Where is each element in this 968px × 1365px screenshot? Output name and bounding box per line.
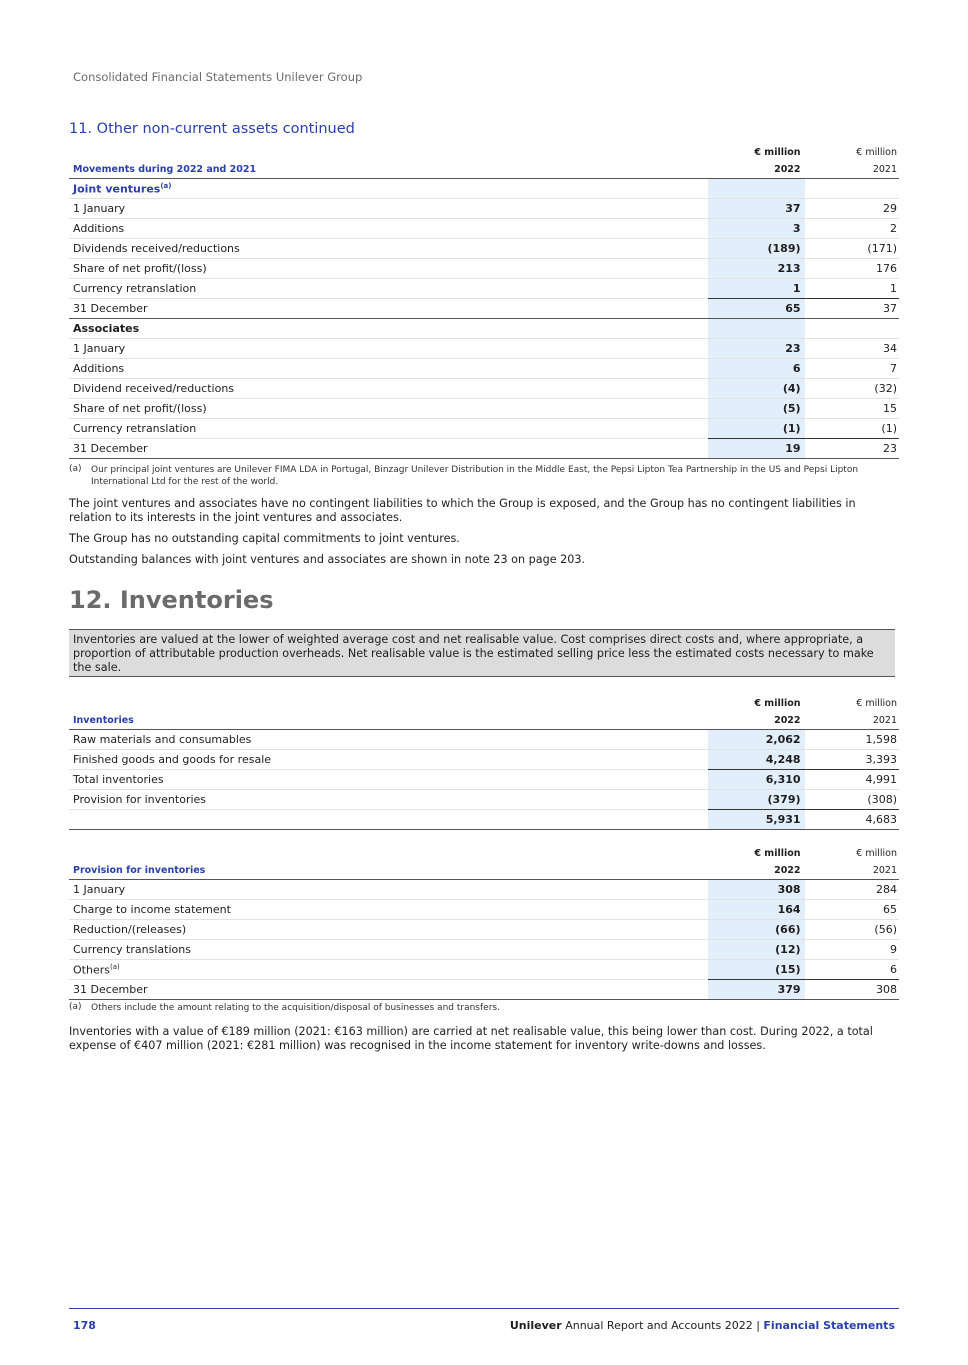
row-label: Provision for inventories: [69, 790, 708, 810]
value-2022: (15): [708, 960, 804, 980]
row-label: Others$^{(a)}$: [69, 960, 708, 980]
year-2022: 2022: [708, 712, 804, 730]
value-2022: 6: [708, 359, 804, 379]
value-2021: 1: [805, 279, 899, 299]
value-2021: 23: [805, 439, 899, 459]
joint-ventures-associates-table: [69, 143, 899, 459]
row-label: Dividends received/reductions: [69, 239, 708, 259]
joint-ventures-heading: Joint ventures$^{(a)}$: [69, 179, 708, 199]
table-row: [69, 219, 899, 239]
value-2022: 6,310: [708, 770, 804, 790]
value-2021: (171): [805, 239, 899, 259]
value-2022: 23: [708, 339, 804, 359]
value-2022: 4,248: [708, 750, 804, 770]
running-head: Consolidated Financial Statements Unilever Group: [73, 70, 363, 84]
value-2022: (1): [708, 419, 804, 439]
row-label: 1 January: [69, 199, 708, 219]
year-2022: 2022: [708, 862, 804, 880]
table-row: [69, 399, 899, 419]
value-2021: (1): [805, 419, 899, 439]
table-header-label: Inventories: [69, 712, 708, 730]
value-2021: 7: [805, 359, 899, 379]
value-2022: 65: [708, 299, 804, 319]
paragraph-contingent-liabilities: The joint ventures and associates have no contingent liabilities to which the Group is exposed, and the Group has no contingent liabilities in relation to its interests in the joint ventures and associates.: [69, 497, 856, 524]
row-label: Currency retranslation: [69, 419, 708, 439]
year-2021: 2021: [805, 712, 899, 730]
value-2021: 4,683: [805, 810, 899, 830]
value-2022: 5,931: [708, 810, 804, 830]
unit-2021: € million: [856, 697, 897, 709]
table-row: [69, 259, 899, 279]
unit-2022: € million: [754, 146, 801, 158]
table-row: [69, 980, 899, 1000]
value-2021: (32): [805, 379, 899, 399]
row-label: 1 January: [69, 339, 708, 359]
table-row: [69, 379, 899, 399]
section-11-title: 11. Other non-current assets continued: [69, 121, 355, 137]
table-row: [69, 339, 899, 359]
unit-2022: € million: [754, 697, 801, 709]
value-2022: 379: [708, 980, 804, 1000]
inventories-table: [69, 694, 899, 830]
value-2021: 1,598: [805, 730, 899, 750]
value-2022: 19: [708, 439, 804, 459]
year-2021: 2021: [805, 862, 899, 880]
value-2021: (308): [805, 790, 899, 810]
row-label: Currency translations: [69, 940, 708, 960]
table-row: [69, 750, 899, 770]
row-label: 1 January: [69, 880, 708, 900]
table-row: [69, 810, 899, 830]
table-header-label: Provision for inventories: [69, 862, 708, 880]
row-label: Additions: [69, 359, 708, 379]
value-2021: 15: [805, 399, 899, 419]
unit-2022: € million: [754, 847, 801, 859]
value-2021: 308: [805, 980, 899, 1000]
table-header-label: Movements during 2022 and 2021: [69, 161, 708, 179]
value-2022: (5): [708, 399, 804, 419]
value-2022: (379): [708, 790, 804, 810]
year-2021: 2021: [805, 161, 899, 179]
table-row: [69, 920, 899, 940]
row-label: Total inventories: [69, 770, 708, 790]
unit-2021: € million: [856, 146, 897, 158]
row-label: Raw materials and consumables: [69, 730, 708, 750]
value-2021: 65: [805, 900, 899, 920]
footer-publication: Unilever Annual Report and Accounts 2022 | Financial Statements: [509, 1319, 895, 1332]
value-2022: (4): [708, 379, 804, 399]
accounting-policy-box: Inventories are valued at the lower of weighted average cost and net realisable value. Cost comprises direct costs and, where appropriate, a proportion of attributable production overheads. Net realisable value is the estimated selling price less the estimated costs necessary to make the sale.: [69, 629, 895, 677]
table-row: [69, 199, 899, 219]
row-label: Charge to income statement: [69, 900, 708, 920]
footer-section-link[interactable]: Financial Statements: [763, 1319, 895, 1332]
row-label: Share of net profit/(loss): [69, 259, 708, 279]
value-2021: 9: [805, 940, 899, 960]
paragraph-net-realisable-value: Inventories with a value of €189 million (2021: €163 million) are carried at net realisable value, this being lower than cost. During 2022, a total expense of €407 million (2021: €281 million) was recognised in the income statement for inventory write-downs and losses.: [69, 1025, 873, 1052]
table-row: [69, 730, 899, 750]
value-2022: 213: [708, 259, 804, 279]
row-label: Additions: [69, 219, 708, 239]
table-row: [69, 790, 899, 810]
table-row: [69, 770, 899, 790]
row-label: Finished goods and goods for resale: [69, 750, 708, 770]
table-row: [69, 900, 899, 920]
value-2021: 176: [805, 259, 899, 279]
value-2022: (12): [708, 940, 804, 960]
provision-for-inventories-table: [69, 844, 899, 1000]
row-label: [69, 810, 708, 830]
value-2021: (56): [805, 920, 899, 940]
value-2022: 2,062: [708, 730, 804, 750]
footer-divider: [69, 1308, 899, 1309]
value-2021: 3,393: [805, 750, 899, 770]
footnote-a-joint-ventures: (a) Our principal joint ventures are Unilever FIMA LDA in Portugal, Binzagr Unilever Distribution in the Middle East, the Pepsi Lipton Tea Partnership in the US and Pepsi Lipton International Ltd for the rest of the world.: [69, 464, 859, 487]
table-row: [69, 279, 899, 299]
value-2021: 284: [805, 880, 899, 900]
footnote-a-others: (a) Others include the amount relating to the acquisition/disposal of businesses and transfers.: [69, 1002, 500, 1013]
associates-heading: Associates: [69, 319, 708, 339]
table-row: [69, 419, 899, 439]
row-label: 31 December: [69, 299, 708, 319]
table-row: [69, 359, 899, 379]
paragraph-capital-commitments: The Group has no outstanding capital commitments to joint ventures.: [69, 532, 460, 545]
value-2021: 34: [805, 339, 899, 359]
table-row: [69, 960, 899, 980]
row-label: Currency retranslation: [69, 279, 708, 299]
unit-2021: € million: [856, 847, 897, 859]
footnote-ref: (a): [109, 962, 120, 971]
row-label: Reduction/(releases): [69, 920, 708, 940]
table-row: [69, 439, 899, 459]
table-row: [69, 880, 899, 900]
paragraph-outstanding-balances: Outstanding balances with joint ventures and associates are shown in note 23 on page 203.: [69, 553, 586, 566]
year-2022: 2022: [708, 161, 804, 179]
page-number: 178: [73, 1319, 96, 1332]
value-2022: (66): [708, 920, 804, 940]
value-2022: 164: [708, 900, 804, 920]
row-label: 31 December: [69, 980, 708, 1000]
table-row: [69, 239, 899, 259]
value-2021: 6: [805, 960, 899, 980]
value-2022: (189): [708, 239, 804, 259]
footnote-ref: (a): [160, 181, 172, 190]
value-2021: 37: [805, 299, 899, 319]
row-label: Share of net profit/(loss): [69, 399, 708, 419]
value-2022: 1: [708, 279, 804, 299]
value-2022: 3: [708, 219, 804, 239]
value-2021: 2: [805, 219, 899, 239]
row-label: 31 December: [69, 439, 708, 459]
section-12-title: 12. Inventories: [69, 586, 274, 614]
value-2021: 29: [805, 199, 899, 219]
value-2022: 308: [708, 880, 804, 900]
table-row: [69, 940, 899, 960]
table-row: [69, 299, 899, 319]
value-2022: 37: [708, 199, 804, 219]
row-label: Dividend received/reductions: [69, 379, 708, 399]
value-2021: 4,991: [805, 770, 899, 790]
